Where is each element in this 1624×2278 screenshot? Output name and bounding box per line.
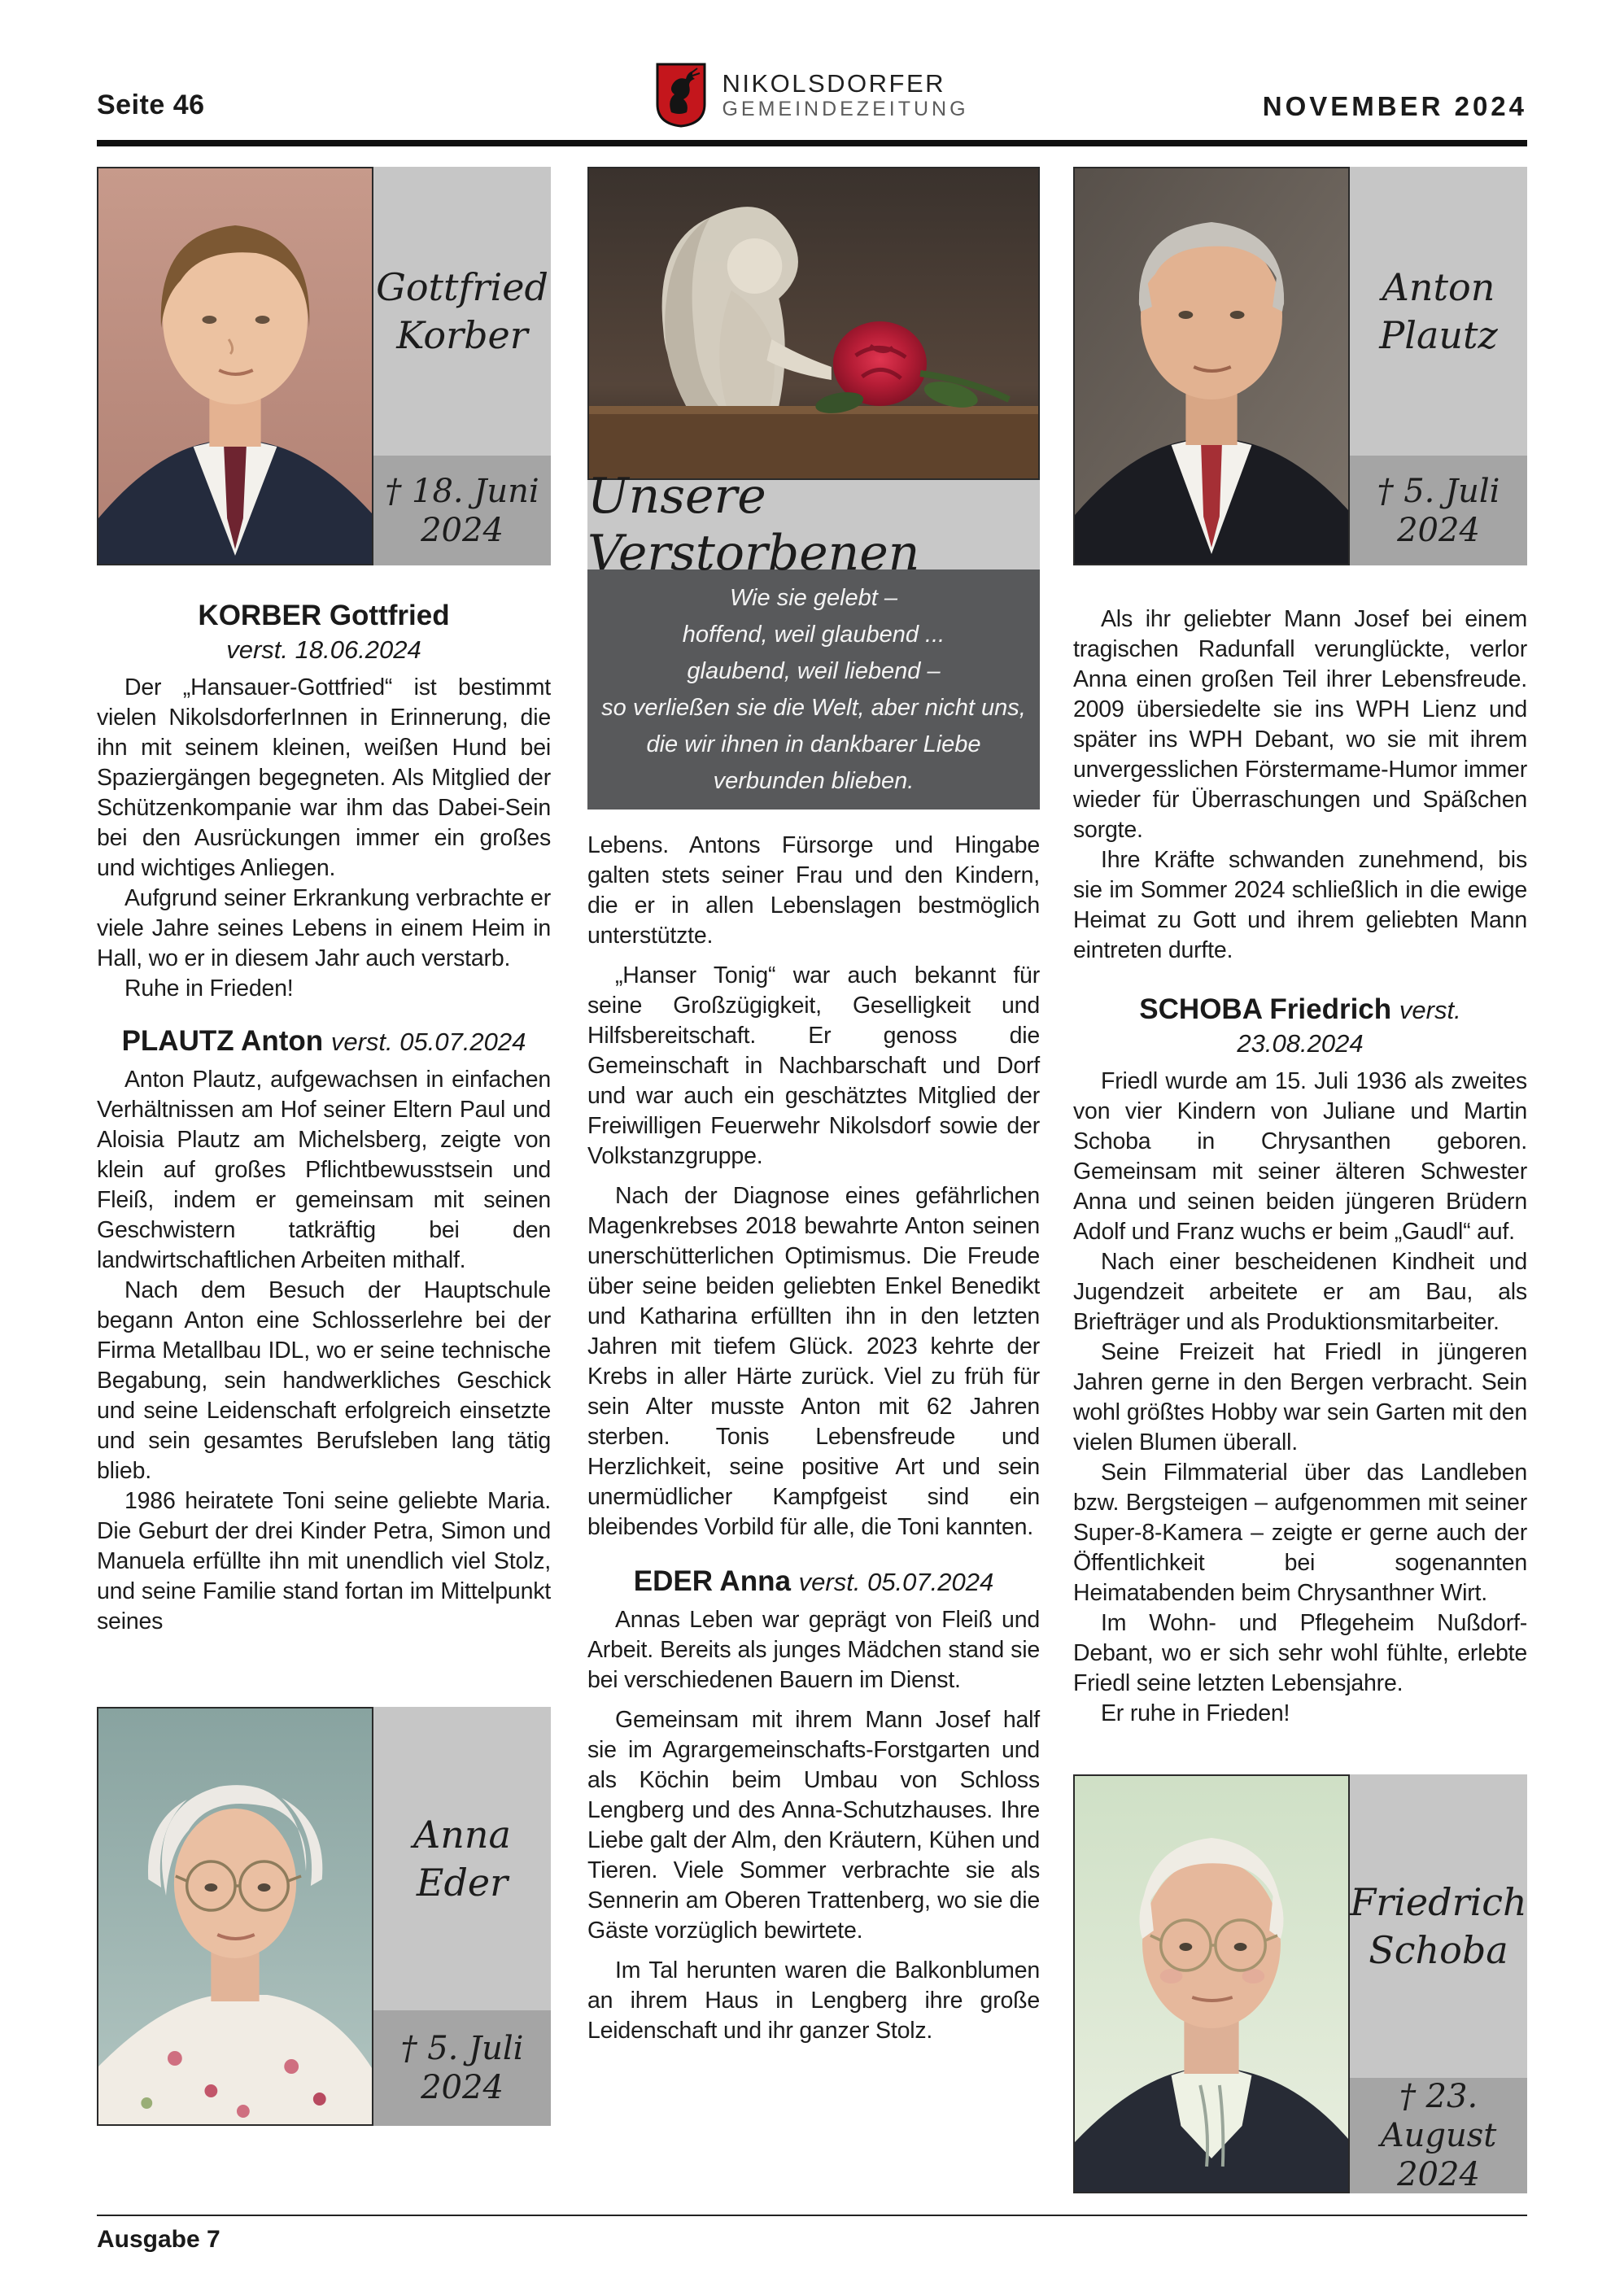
obituary-death-date-eder: verst. 05.07.2024	[798, 1568, 994, 1596]
masthead-line2: GEMEINDEZEITUNG	[722, 98, 969, 121]
obituary-death-date-korber: verst. 18.06.2024	[226, 635, 421, 664]
caption-name-line2: Schoba	[1369, 1927, 1508, 1972]
portrait-friedrich-schoba-image	[1075, 1776, 1348, 2192]
footer-rule	[97, 2215, 1527, 2216]
obit-paragraph: Friedl wurde am 15. Juli 1936 als zweites von vier Kindern von Juliane und Martin Schoba in Chrysanthen geboren. Gemeinsam mit seiner älteren Schwester Anna und seinen beiden jüngeren Brüdern Adolf und Franz wuchs er beim „Gaudl“ auf.	[1073, 1068, 1527, 1245]
poem-line: Wie sie gelebt –	[729, 584, 898, 611]
header-rule	[97, 140, 1527, 146]
obituary-column-3	[1073, 167, 1527, 2193]
poem-line: so verließen sie die Welt, aber nicht uns,	[601, 694, 1026, 721]
obit-paragraph: Gemeinsam mit ihrem Mann Josef half sie im Agrargemeinschafts-Forstgarten und als Köchin beim Umbau von Schloss Lengberg und des Anna-Schutzhauses. Ihre Liebe galt der Alm, den Kräutern, Kühen und Tieren. Viele Sommer verbrachte sie als Sennerin am Oberen Trattenberg, wo sie die Gäste vorzüglich bewirtete.	[587, 1707, 1040, 1944]
obit-paragraph: Der „Hansauer-Gottfried“ ist bestimmt vielen NikolsdorferInnen in Erinnerung, die ihn mit seinem kleinen, weißen Hund bei Spaziergängen begegneten. Als Mitglied der Schützenkompanie war ihm das Dabei-Sein bei den Ausrückungen immer ein großes und wichtiges Anliegen.	[97, 674, 551, 881]
obit-paragraph: Er ruhe in Frieden!	[1101, 1700, 1290, 1726]
masthead-line1: NIKOLSDORFER	[722, 68, 946, 98]
memorial-title-band	[587, 468, 1040, 582]
caption-date-schoba	[1350, 2078, 1527, 2193]
caption-strip-plautz	[1350, 167, 1527, 565]
obit-paragraph: Seine Freizeit hat Friedl in jüngeren Jahren gerne in den Bergen verbracht. Sein wohl größtes Hobby war sein Garten mit den vielen Blumen überall.	[1073, 1339, 1527, 1455]
poem-line: verbunden blieben.	[713, 767, 915, 794]
obituary-death-date-plautz: verst. 05.07.2024	[330, 1028, 526, 1056]
photo-angel-rose	[587, 167, 1040, 480]
obituary-death-date-schoba: verst. 23.08.2024	[1237, 996, 1461, 1058]
caption-date-plautz	[1350, 456, 1527, 565]
obit-paragraph: „Hanser Tonig“ war auch bekannt für seine Großzügigkeit, Geselligkeit und Hilfsbereitschaft. Er genoss die Gemeinschaft in Nachbarschaft und Dorf und war auch ein geschätztes Mitglied der Freiwilligen Feuerwehr Nikolsdorf sowie der Volkstanzgruppe.	[587, 962, 1040, 1169]
obit-paragraph: Im Tal herunten waren die Balkonblumen an ihrem Haus in Lengberg ihre große Leidenschaft und ihr ganzer Stolz.	[587, 1957, 1040, 2044]
caption-strip-eder	[373, 1707, 551, 2126]
obituary-text-eder-col3	[1073, 604, 1527, 966]
obituary-text-plautz-col1	[97, 1065, 551, 1637]
obit-paragraph: Als ihr geliebter Mann Josef bei einem tragischen Radunfall verunglückte, verlor Anna einen großen Teil ihrer Lebensfreude. 2009 übersiedelte sie ins WPH Lienz und später ins WPH Debant, wo sie mit ihrem unvergesslichen Förstermame-Humor immer wieder für Überraschungen und Späßchen sorgte.	[1073, 606, 1527, 843]
caption-name-plautz	[1350, 167, 1527, 456]
caption-name-line2: Plautz	[1379, 312, 1498, 357]
caption-date-eder	[373, 2010, 551, 2126]
obituary-name-korber: KORBER Gottfried	[198, 600, 450, 631]
obit-paragraph: Nach einer bescheidenen Kindheit und Jugendzeit arbeitete er am Bau, als Briefträger und als Produktionsmitarbeiter.	[1073, 1249, 1527, 1335]
obituary-heading-schoba	[1073, 993, 1527, 1060]
obit-paragraph: Aufgrund seiner Erkrankung verbrachte er viele Jahre seines Lebens in einem Heim in Hall, wo er in diesem Jahr auch verstarb.	[97, 885, 551, 971]
caption-date-line1: † 18. Juni	[385, 472, 539, 510]
poem-line: hoffend, weil glaubend ...	[682, 621, 945, 648]
caption-date-line2: 2024	[421, 511, 504, 549]
memorial-title: Unsere Verstorbenen	[587, 468, 920, 582]
obit-paragraph: Anton Plautz, aufgewachsen in einfachen Verhältnissen am Hof seiner Eltern Paul und Aloisia Plautz am Michelsberg, zeigte von klein auf großes Pflichtbewusstsein und Fleiß, indem er gemeinsam mit seinen Geschwistern tatkräftig bei den landwirtschaftlichen Arbeiten mithalf.	[97, 1067, 551, 1273]
page-number: Seite 46	[97, 89, 205, 120]
obituary-heading-eder	[587, 1565, 1040, 1599]
caption-name-eder	[373, 1707, 551, 2010]
caption-date-line1: † 23. August	[1380, 2078, 1497, 2155]
obituary-heading-plautz	[97, 1025, 551, 1058]
memorial-card-eder	[97, 1707, 551, 2126]
memorial-poem	[587, 570, 1040, 810]
caption-strip-korber	[373, 167, 551, 565]
obituary-heading-korber	[97, 600, 551, 666]
obit-paragraph: Annas Leben war geprägt von Fleiß und Arbeit. Bereits als junges Mädchen stand sie bei verschiedenen Bauern im Dienst.	[587, 1607, 1040, 1693]
photo-gottfried-korber	[97, 167, 373, 565]
angel-rose-image	[589, 168, 1038, 478]
photo-friedrich-schoba	[1073, 1774, 1350, 2193]
caption-date-line2: 2024	[1397, 2156, 1480, 2194]
caption-name-line1: Anton	[1382, 264, 1495, 309]
photo-anton-plautz	[1073, 167, 1350, 565]
obit-paragraph: Lebens. Antons Fürsorge und Hingabe galten stets seiner Frau und den Kindern, die er in allen Lebenslagen bestmöglich unterstützte.	[587, 832, 1040, 949]
caption-name-korber	[373, 167, 551, 456]
caption-date-line1: † 5. Juli	[1377, 472, 1500, 510]
caption-date-line1: † 5. Juli	[400, 2030, 524, 2068]
obituary-name-plautz: PLAUTZ Anton	[121, 1025, 324, 1057]
caption-name-line1: Friedrich	[1350, 1879, 1527, 1924]
memorial-card-korber	[97, 167, 551, 565]
caption-date-line2: 2024	[421, 2069, 504, 2107]
obit-paragraph: Nach der Diagnose eines gefährlichen Magenkrebses 2018 bewahrte Anton seinen unerschütterlichen Optimismus. Die Freude über seine beiden geliebten Enkel Benedikt und Katharina erfüllten ihn in den letzten Jahren mit tiefem Glück. 2023 kehrte der Krebs in aller Härte zurück. Viel zu früh für sein Alter musste Anton mit 62 Jahren sterben. Tonis Lebensfreude und Herzlichkeit, seine positive Art und sein unermüdlicher Kampfgeist sind ein bleibendes Vorbild für alle, die Toni kannten.	[587, 1183, 1040, 1540]
issue-date: NOVEMBER 2024	[1262, 91, 1527, 121]
caption-name-line2: Eder	[416, 1860, 509, 1905]
caption-date-line2: 2024	[1397, 511, 1480, 549]
obituary-name-eder: EDER Anna	[633, 1565, 791, 1597]
obit-paragraph: 1986 heiratete Toni seine geliebte Maria. Die Geburt der drei Kinder Petra, Simon und Manuela erfüllte ihn mit unendlich viel Stolz, und seine Familie stand fortan im Mittelpunkt seines	[97, 1488, 551, 1634]
obituary-name-schoba: SCHOBA Friedrich	[1139, 993, 1392, 1025]
obituary-column-2	[587, 167, 1040, 2056]
obituary-column-1	[97, 167, 551, 2126]
obit-paragraph: Ruhe in Frieden!	[124, 975, 294, 1002]
poem-line: die wir ihnen in dankbarer Liebe	[646, 731, 981, 757]
obituary-text-plautz-col2	[587, 831, 1040, 1543]
obituary-text-korber	[97, 673, 551, 1004]
portrait-anna-eder-image	[98, 1708, 372, 2124]
portrait-anton-plautz-image	[1075, 168, 1348, 564]
obit-paragraph: Im Wohn- und Pflegeheim Nußdorf-Debant, wo er sich sehr wohl fühlte, erlebte Friedl seine letzten Lebensjahre.	[1073, 1610, 1527, 1696]
caption-name-line1: Anna	[413, 1812, 511, 1857]
caption-strip-schoba	[1350, 1774, 1527, 2193]
caption-name-schoba	[1350, 1774, 1527, 2078]
memorial-card-schoba	[1073, 1774, 1527, 2193]
memorial-card-plautz	[1073, 167, 1527, 565]
caption-date-korber	[373, 456, 551, 565]
portrait-gottfried-korber-image	[98, 168, 372, 564]
obit-paragraph: Sein Filmmaterial über das Landleben bzw. Bergsteigen – aufgenommen mit seiner Super-8-Kamera – zeigte er gerne auch der Öffentlichkeit bei sogenannten Heimatabenden beim Chrysanthner Wirt.	[1073, 1460, 1527, 1606]
caption-name-line1: Gottfried	[376, 264, 548, 309]
obituary-text-eder-col2	[587, 1605, 1040, 2046]
nikolsdorf-crest-icon	[655, 62, 707, 129]
poem-line: glaubend, weil liebend –	[687, 657, 941, 684]
photo-anna-eder	[97, 1707, 373, 2126]
obituary-text-schoba	[1073, 1067, 1527, 1729]
masthead-title	[722, 70, 968, 121]
issue-label: Ausgabe 7	[97, 2226, 220, 2253]
obit-paragraph: Ihre Kräfte schwanden zunehmend, bis sie im Sommer 2024 schließlich in die ewige Heimat zu Gott und ihrem geliebten Mann eintreten durfte.	[1073, 847, 1527, 963]
obit-paragraph: Nach dem Besuch der Hauptschule begann Anton eine Schlosserlehre bei der Firma Metallbau IDL, wo er seine technische Begabung, sein handwerkliches Geschick und seine Leidenschaft erfolgreich einsetzte und sein gesamtes Berufsleben lang tätig blieb.	[97, 1277, 551, 1484]
caption-name-line2: Korber	[396, 312, 528, 357]
